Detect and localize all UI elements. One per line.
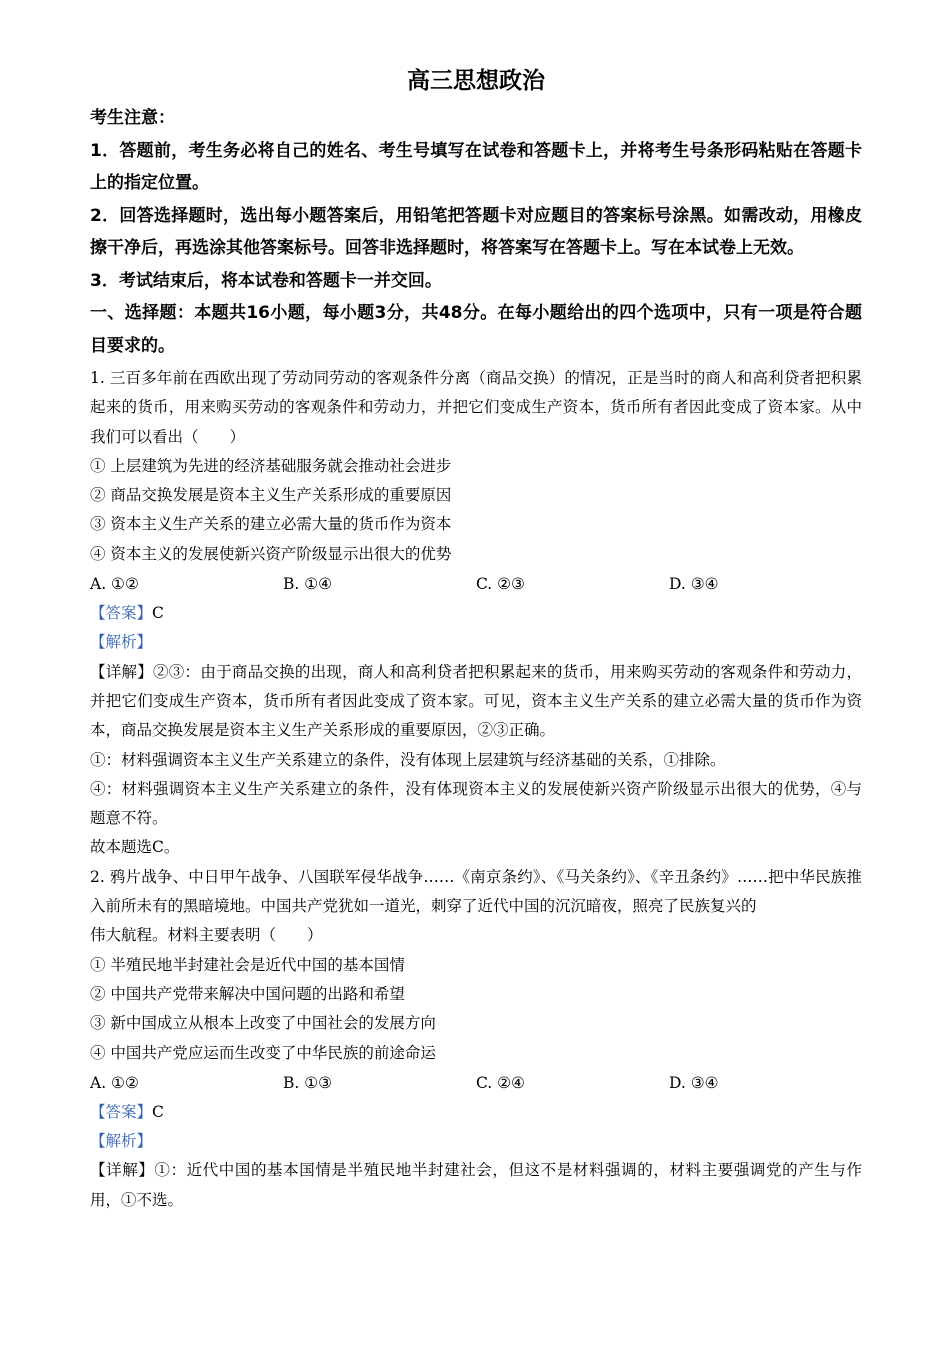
notice-item: 3．考试结束后，将本试卷和答题卡一并交回。 (90, 270, 442, 291)
option-a: A. ①② (90, 575, 139, 594)
option-c: C. ②③ (476, 575, 525, 594)
notice-item: 1．答题前，考生务必将自己的姓名、考生号填写在试卷和答题卡上，并将考生号条形码粘贴在答题卡上的指定位置。 (90, 140, 862, 193)
question-2-statement: ① 半殖民地半封建社会是近代中国的基本国情 (90, 955, 405, 974)
question-2-answer (90, 1098, 862, 1127)
section-heading: 一、选择题：本题共16小题，每小题3分，共48分。在每小题给出的四个选项中，只有一项是符合题目要求的。 (90, 303, 862, 356)
page-title: 高三思想政治 (407, 68, 545, 94)
question-1-detail: ④：材料强调资本主义生产关系建立的条件，没有体现资本主义的发展使新兴资产阶级显示出很大的优势，④与题意不符。 (90, 779, 862, 828)
answer-value: C (152, 604, 164, 623)
question-2-analysis-tag (90, 1127, 862, 1156)
question-2-statement: ② 中国共产党带来解决中国问题的出路和希望 (90, 984, 405, 1003)
question-1-analysis-tag (90, 628, 862, 657)
option-c: C. ②④ (476, 1073, 525, 1092)
question-1-statement: ④ 资本主义的发展使新兴资产阶级显示出很大的优势 (90, 544, 452, 563)
option-d: D. ③④ (669, 1073, 719, 1092)
analysis-tag: 【解析】 (90, 633, 153, 652)
question-1-statement: ③ 资本主义生产关系的建立必需大量的货币作为资本 (90, 515, 452, 534)
question-1-statement: ② 商品交换发展是资本主义生产关系形成的重要原因 (90, 486, 452, 505)
question-1-stem: 1. 三百多年前在西欧出现了劳动同劳动的客观条件分离（商品交换）的情况，正是当时的商人和高利贷者把积累起来的货币，用来购买劳动的客观条件和劳动力，并把它们变成生产资本，货币所有者因此变成了资本家。从中我们可以看出（ ） (90, 369, 862, 446)
question-2-stem-continued: 伟大航程。材料主要表明（ ） (90, 926, 323, 945)
answer-value: C (152, 1102, 164, 1121)
question-2-statement: ③ 新中国成立从根本上改变了中国社会的发展方向 (90, 1014, 436, 1033)
answer-tag: 【答案】 (90, 1102, 153, 1121)
option-d: D. ③④ (669, 575, 719, 594)
question-1-statement: ① 上层建筑为先进的经济基础服务就会推动社会进步 (90, 456, 452, 475)
analysis-tag: 【解析】 (90, 1132, 153, 1151)
option-b: B. ①③ (283, 1073, 333, 1092)
question-2-stem: 2. 鸦片战争、中日甲午战争、八国联军侵华战争……《南京条约》、《马关条约》、《辛丑条约》……把中华民族推入前所未有的黑暗境地。中国共产党犹如一道光，刺穿了近代中国的沉沉暗夜，照亮了民族复兴的 (90, 867, 862, 916)
question-2-detail: 【详解】①：近代中国的基本国情是半殖民地半封建社会，但这不是材料强调的，材料主要强调党的产生与作用，①不选。 (90, 1161, 862, 1209)
notice-item: 2．回答选择题时，选出每小题答案后，用铅笔把答题卡对应题目的答案标号涂黑。如需改动，用橡皮擦干净后，再选涂其他答案标号。回答非选择题时，将答案写在答题卡上。写在本试卷上无效。 (90, 205, 862, 258)
question-1-detail: ①：材料强调资本主义生产关系建立的条件，没有体现上层建筑与经济基础的关系，①排除。 (90, 750, 726, 769)
exam-page (90, 62, 862, 1215)
question-1-answer (90, 599, 862, 628)
notice-heading: 考生注意： (90, 108, 175, 128)
option-b: B. ①④ (283, 575, 333, 594)
answer-tag: 【答案】 (90, 604, 153, 623)
option-a: A. ①② (90, 1073, 139, 1092)
question-1-conclusion: 故本题选C。 (90, 838, 180, 857)
question-1-detail: 【详解】②③：由于商品交换的出现，商人和高利贷者把积累起来的货币，用来购买劳动的客观条件和劳动力，并把它们变成生产资本，货币所有者因此变成了资本家。可见，资本主义生产关系的建立必需大量的货币作为资本，商品交换发展是资本主义生产关系形成的重要原因，②③正确。 (90, 662, 862, 740)
question-1-options (90, 569, 862, 599)
question-2-options (90, 1068, 862, 1098)
question-2-statement: ④ 中国共产党应运而生改变了中华民族的前途命运 (90, 1043, 436, 1062)
